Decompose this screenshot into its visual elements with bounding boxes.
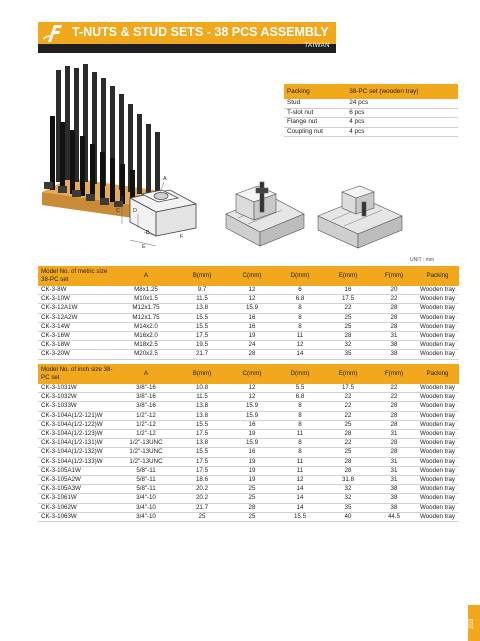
table-cell: 28	[372, 313, 416, 322]
table-cell: 40	[324, 512, 372, 521]
table-row	[38, 512, 459, 521]
table-cell: 15.5	[176, 420, 228, 429]
table-cell: CK-3-1062W	[38, 503, 116, 512]
inch-header-row	[38, 364, 459, 384]
page-number-tab	[468, 605, 480, 641]
title-underline	[38, 44, 336, 53]
table-cell: 31	[372, 466, 416, 475]
inch-col-b: B(mm)	[176, 364, 228, 384]
table-cell: 11	[276, 457, 324, 466]
table-cell: M12x1.75	[116, 313, 176, 322]
table-cell: 35	[324, 350, 372, 359]
table-cell: 13.8	[176, 411, 228, 420]
table-cell: 15.5	[276, 512, 324, 521]
table-cell: 24	[228, 341, 276, 350]
table-cell: 25	[228, 494, 276, 503]
table-cell: CK-3-104A(1/2-131)W	[38, 439, 116, 448]
table-cell: 11	[276, 430, 324, 439]
table-cell: 1/2"-12	[116, 411, 176, 420]
table-cell: 11	[276, 332, 324, 341]
table-cell: 3/8"-16	[116, 402, 176, 411]
table-cell: 21.7	[176, 350, 228, 359]
table-row	[38, 295, 459, 304]
table-cell: 38	[372, 503, 416, 512]
table-cell: 28	[324, 457, 372, 466]
table-row	[38, 350, 459, 359]
table-cell: Wooden tray	[416, 393, 459, 402]
table-cell: 14	[276, 485, 324, 494]
table-cell: 1/2"-12	[116, 420, 176, 429]
table-cell: 20.2	[176, 494, 228, 503]
table-cell: 12	[276, 476, 324, 485]
table-cell: 25	[324, 322, 372, 331]
table-row	[38, 341, 459, 350]
table-cell: 25	[228, 485, 276, 494]
table-cell: CK-3-16W	[38, 332, 116, 341]
packing-header-row	[284, 84, 458, 99]
table-cell: CK-3-12A1W	[38, 304, 116, 313]
table-cell: 22	[324, 439, 372, 448]
table-cell: Wooden tray	[416, 411, 459, 420]
table-cell: 28	[372, 420, 416, 429]
table-cell: 22	[324, 393, 372, 402]
table-cell: 28	[372, 439, 416, 448]
table-cell: 28	[228, 503, 276, 512]
table-cell: Wooden tray	[416, 322, 459, 331]
packing-item: Stud	[284, 99, 346, 108]
dim-label-a: A	[163, 176, 167, 182]
dim-label-d: D	[133, 208, 137, 214]
table-cell: 8	[276, 420, 324, 429]
table-cell: CK-3-104A(1/2-123)W	[38, 430, 116, 439]
table-row	[38, 494, 459, 503]
dim-label-f: F	[180, 234, 184, 240]
table-row	[38, 313, 459, 322]
table-cell: M20x2.5	[116, 350, 176, 359]
table-cell: 28	[372, 448, 416, 457]
table-row	[38, 466, 459, 475]
table-cell: Wooden tray	[416, 313, 459, 322]
t-nut-dimension-drawing	[108, 170, 208, 250]
table-cell: 14	[276, 503, 324, 512]
metric-col-packing: Packing	[416, 266, 459, 286]
table-cell: 32	[324, 485, 372, 494]
metric-spec-table	[38, 266, 459, 360]
table-cell: 19	[228, 430, 276, 439]
table-cell: 8	[276, 313, 324, 322]
table-cell: 31	[372, 457, 416, 466]
table-cell: M14x2.0	[116, 322, 176, 331]
table-cell: 21.7	[176, 503, 228, 512]
packing-row	[284, 127, 458, 137]
table-cell: Wooden tray	[416, 295, 459, 304]
table-cell: Wooden tray	[416, 430, 459, 439]
table-cell: 8	[276, 304, 324, 313]
table-cell: 19	[228, 466, 276, 475]
table-cell: 18.6	[176, 476, 228, 485]
metric-col-e: E(mm)	[324, 266, 372, 286]
table-cell: CK-3-105A1W	[38, 466, 116, 475]
table-cell: CK-3-14W	[38, 322, 116, 331]
table-cell: 28	[372, 411, 416, 420]
table-cell: 1/2"-12	[116, 430, 176, 439]
brand-logo-icon	[40, 22, 66, 44]
table-cell: 32	[324, 494, 372, 503]
table-cell: CK-3-104A(1/2-133)W	[38, 457, 116, 466]
table-cell: 17.5	[324, 295, 372, 304]
table-cell: Wooden tray	[416, 384, 459, 393]
table-cell: CK-3-104A(1/2-121)W	[38, 411, 116, 420]
table-row	[38, 286, 459, 295]
table-cell: 25	[228, 512, 276, 521]
table-cell: 20.2	[176, 485, 228, 494]
table-cell: 1/2"-13UNC	[116, 457, 176, 466]
table-cell: 5/8"-11	[116, 476, 176, 485]
table-cell: Wooden tray	[416, 420, 459, 429]
inch-spec-table	[38, 364, 459, 522]
table-cell: M16x2.0	[116, 332, 176, 341]
table-cell: 15.9	[228, 402, 276, 411]
table-cell: Wooden tray	[416, 466, 459, 475]
table-cell: 22	[324, 402, 372, 411]
metric-table-body	[38, 286, 459, 359]
table-row	[38, 476, 459, 485]
packing-item: T-slot nut	[284, 108, 346, 118]
application-drawing-1	[218, 174, 308, 250]
table-cell: Wooden tray	[416, 476, 459, 485]
table-cell: CK-3-8W	[38, 286, 116, 295]
table-row	[38, 430, 459, 439]
table-cell: 15.5	[176, 322, 228, 331]
table-cell: 6	[276, 286, 324, 295]
table-cell: 28	[324, 466, 372, 475]
table-row	[38, 503, 459, 512]
metric-header-row	[38, 266, 459, 286]
table-cell: 28	[324, 332, 372, 341]
table-cell: CK-3-10W	[38, 295, 116, 304]
table-cell: 14	[276, 350, 324, 359]
table-cell: 15.5	[176, 313, 228, 322]
table-cell: 3/8"-16	[116, 393, 176, 402]
table-cell: 5/8"-11	[116, 466, 176, 475]
table-cell: Wooden tray	[416, 286, 459, 295]
table-cell: 8	[276, 439, 324, 448]
packing-header-cell: 38-PC set (wooden tray)	[346, 84, 458, 99]
metric-col-c: C(mm)	[228, 266, 276, 286]
table-cell: 1/2"-13UNC	[116, 439, 176, 448]
table-cell: 16	[228, 313, 276, 322]
table-cell: 17.5	[176, 332, 228, 341]
packing-item: Flange nut	[284, 118, 346, 128]
packing-row	[284, 99, 458, 108]
table-cell: Wooden tray	[416, 439, 459, 448]
table-cell: 19.5	[176, 341, 228, 350]
table-cell: 16	[324, 286, 372, 295]
table-cell: 13.8	[176, 402, 228, 411]
country-label: TAIWAN	[304, 43, 330, 49]
table-cell: M12x1.75	[116, 304, 176, 313]
table-cell: 31.8	[324, 476, 372, 485]
table-cell: 28	[372, 304, 416, 313]
table-cell: CK-3-1031W	[38, 384, 116, 393]
table-cell: 3/4"-10	[116, 512, 176, 521]
table-cell: 38	[372, 494, 416, 503]
metric-col-d: D(mm)	[276, 266, 324, 286]
metric-col-b: B(mm)	[176, 266, 228, 286]
table-cell: 35	[324, 503, 372, 512]
table-cell: 13.8	[176, 304, 228, 313]
inch-table-body	[38, 384, 459, 522]
page-number: 203	[469, 618, 475, 629]
table-cell: Wooden tray	[416, 350, 459, 359]
table-cell: Wooden tray	[416, 448, 459, 457]
table-cell: Wooden tray	[416, 494, 459, 503]
table-cell: 11	[276, 466, 324, 475]
table-cell: 17.5	[176, 466, 228, 475]
packing-table	[284, 84, 458, 137]
table-cell: Wooden tray	[416, 341, 459, 350]
packing-row	[284, 118, 458, 128]
dim-label-b: B	[146, 230, 150, 236]
table-cell: 38	[372, 350, 416, 359]
table-cell: M18x2.5	[116, 341, 176, 350]
table-row	[38, 411, 459, 420]
table-cell: 31	[372, 476, 416, 485]
dim-label-e: E	[142, 244, 146, 250]
table-cell: 8	[276, 402, 324, 411]
table-cell: 11.5	[176, 393, 228, 402]
table-cell: 44.5	[372, 512, 416, 521]
table-cell: CK-3-18W	[38, 341, 116, 350]
table-cell: 28	[228, 350, 276, 359]
table-cell: 11.5	[176, 295, 228, 304]
table-cell: 6.8	[276, 393, 324, 402]
table-cell: Wooden tray	[416, 512, 459, 521]
table-row	[38, 393, 459, 402]
table-cell: 19	[228, 457, 276, 466]
table-cell: 22	[324, 304, 372, 313]
table-cell: 31	[372, 430, 416, 439]
table-cell: 20	[372, 286, 416, 295]
table-cell: 15.9	[228, 439, 276, 448]
table-row	[38, 332, 459, 341]
table-row	[38, 448, 459, 457]
table-cell: CK-3-1063W	[38, 512, 116, 521]
table-cell: 13.8	[176, 439, 228, 448]
inch-col-c: C(mm)	[228, 364, 276, 384]
table-cell: 17.5	[176, 430, 228, 439]
table-cell: Wooden tray	[416, 485, 459, 494]
table-cell: 15.9	[228, 304, 276, 313]
dim-label-c: C	[116, 208, 120, 214]
table-cell: Wooden tray	[416, 457, 459, 466]
packing-qty: 4 pcs	[346, 127, 458, 137]
table-cell: M10x1.5	[116, 295, 176, 304]
table-cell: 6.8	[276, 295, 324, 304]
table-cell: 12	[228, 286, 276, 295]
table-row	[38, 485, 459, 494]
table-cell: 3/4"-10	[116, 494, 176, 503]
table-cell: 28	[372, 322, 416, 331]
table-cell: 8	[276, 322, 324, 331]
table-row	[38, 457, 459, 466]
table-cell: 32	[324, 341, 372, 350]
table-cell: 25	[176, 512, 228, 521]
table-cell: 28	[324, 430, 372, 439]
table-cell: 28	[372, 402, 416, 411]
inch-col-d: D(mm)	[276, 364, 324, 384]
table-cell: 3/8"-16	[116, 384, 176, 393]
packing-qty: 6 pcs	[346, 108, 458, 118]
table-cell: 5/8"-11	[116, 485, 176, 494]
table-cell: 12	[276, 341, 324, 350]
table-cell: 9.7	[176, 286, 228, 295]
packing-header-cell: Packing	[284, 84, 346, 99]
table-cell: M8x1.25	[116, 286, 176, 295]
metric-col-a: A	[116, 266, 176, 286]
unit-label: UNIT : mm	[410, 257, 435, 263]
table-row	[38, 322, 459, 331]
application-drawing-2	[312, 178, 408, 250]
table-cell: 25	[324, 313, 372, 322]
table-cell: 3/4"-10	[116, 503, 176, 512]
page-title: T-NUTS & STUD SETS - 38 PCS ASSEMBLY	[72, 25, 329, 39]
table-cell: 25	[324, 448, 372, 457]
inch-col-f: F(mm)	[372, 364, 416, 384]
inch-col-e: E(mm)	[324, 364, 372, 384]
table-cell: Wooden tray	[416, 503, 459, 512]
table-cell: 19	[228, 332, 276, 341]
table-cell: Wooden tray	[416, 332, 459, 341]
table-cell: 8	[276, 448, 324, 457]
table-cell: 16	[228, 420, 276, 429]
table-cell: 16	[228, 322, 276, 331]
packing-qty: 24 pcs	[346, 99, 458, 108]
table-cell: 25	[324, 420, 372, 429]
table-cell: CK-3-105A2W	[38, 476, 116, 485]
inch-col-packing: Packing	[416, 364, 459, 384]
table-cell: 10.8	[176, 384, 228, 393]
table-row	[38, 384, 459, 393]
metric-col-f: F(mm)	[372, 266, 416, 286]
table-row	[38, 420, 459, 429]
table-cell: 14	[276, 494, 324, 503]
inch-col-a: A	[116, 364, 176, 384]
table-cell: 22	[372, 295, 416, 304]
title-banner	[38, 22, 336, 44]
table-cell: Wooden tray	[416, 304, 459, 313]
table-cell: 31	[372, 332, 416, 341]
table-cell: CK-3-12A2W	[38, 313, 116, 322]
table-cell: CK-3-105A3W	[38, 485, 116, 494]
table-row	[38, 304, 459, 313]
metric-col-model: Model No. of metric size 38-PC set	[38, 266, 116, 286]
table-cell: 1/2"-13UNC	[116, 448, 176, 457]
table-cell: CK-3-1033W	[38, 402, 116, 411]
table-cell: 12	[228, 393, 276, 402]
inch-col-model: Model No. of inch size 38-PC set	[38, 364, 116, 384]
table-cell: 12	[228, 295, 276, 304]
table-cell: 22	[372, 384, 416, 393]
table-cell: CK-3-104A(1/2-122)W	[38, 420, 116, 429]
table-cell: 17.5	[176, 457, 228, 466]
packing-row	[284, 108, 458, 118]
table-cell: 15.5	[176, 448, 228, 457]
table-cell: 38	[372, 341, 416, 350]
table-cell: 5.5	[276, 384, 324, 393]
table-cell: CK-3-20W	[38, 350, 116, 359]
table-row	[38, 402, 459, 411]
table-row	[38, 439, 459, 448]
table-cell: 17.5	[324, 384, 372, 393]
table-cell: 22	[324, 411, 372, 420]
table-cell: Wooden tray	[416, 402, 459, 411]
table-cell: CK-3-1061W	[38, 494, 116, 503]
table-cell: 38	[372, 485, 416, 494]
table-cell: 19	[228, 476, 276, 485]
table-cell: 12	[228, 384, 276, 393]
packing-qty: 4 pcs	[346, 118, 458, 128]
table-cell: CK-3-1032W	[38, 393, 116, 402]
packing-item: Coupling nut	[284, 127, 346, 137]
table-cell: 16	[228, 448, 276, 457]
table-cell: 22	[372, 393, 416, 402]
table-cell: CK-3-104A(1/2-132)W	[38, 448, 116, 457]
table-cell: 15.9	[228, 411, 276, 420]
table-cell: 8	[276, 411, 324, 420]
